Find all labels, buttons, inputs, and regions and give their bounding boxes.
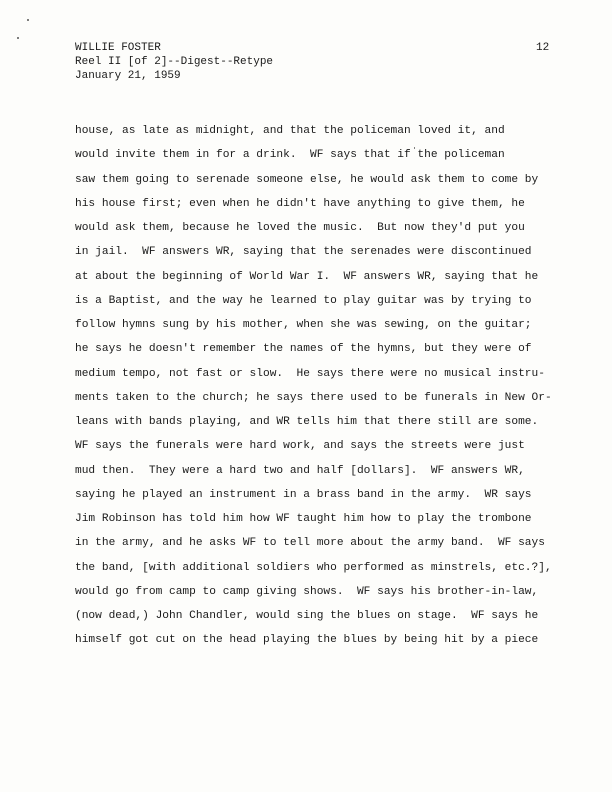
text-line: WF says the funerals were hard work, and says the streets were just	[75, 440, 525, 453]
text-line: would invite them in for a drink. WF says that if the policeman	[75, 149, 505, 162]
text-line: saw them going to serenade someone else, he would ask them to come by	[75, 173, 539, 186]
body-text	[75, 124, 575, 658]
document-header	[75, 41, 273, 83]
header-reel-info: Reel II [of 2]--Digest--Retype	[75, 56, 274, 68]
text-line: at about the beginning of World War I. WF answers WR, saying that he	[75, 270, 539, 283]
text-line: Jim Robinson has told him how WF taught him how to play the trombone	[75, 513, 532, 525]
page-number: 12	[536, 42, 550, 54]
scan-speck	[17, 37, 19, 39]
text-line: house, as late as midnight, and that the policeman loved it, and	[75, 125, 505, 137]
text-line: ments taken to the church; he says there used to be funerals in New Or-	[75, 391, 552, 404]
text-line: follow hymns sung by his mother, when she was sewing, on the guitar;	[75, 319, 532, 331]
text-line: (now dead,) John Chandler, would sing the blues on stage. WF says he	[75, 610, 539, 622]
text-line: would ask them, because he loved the music. But now they'd put you	[75, 222, 525, 234]
text-line: he says he doesn't remember the names of the hymns, but they were of	[75, 343, 532, 356]
text-line: is a Baptist, and the way he learned to play guitar was by trying to	[75, 294, 532, 307]
text-line: himself got cut on the head playing the blues by being hit by a piece	[75, 634, 539, 647]
text-line: would go from camp to camp giving shows. WF says his brother-in-law,	[75, 585, 539, 598]
header-date: January 21, 1959	[75, 70, 181, 82]
text-line: the band, [with additional soldiers who performed as minstrels, etc.?],	[75, 561, 552, 574]
text-line: saying he played an instrument in a brass band in the army. WR says	[75, 488, 532, 501]
text-line: mud then. They were a hard two and half [dollars]. WF answers WR,	[75, 464, 525, 477]
text-line: leans with bands playing, and WR tells him that there still are some.	[75, 416, 539, 428]
text-line: in the army, and he asks WF to tell more about the army band. WF says	[75, 537, 545, 550]
header-title: WILLIE FOSTER	[75, 42, 161, 54]
scan-speck	[27, 19, 29, 21]
text-line: medium tempo, not fast or slow. He says there were no musical instru-	[75, 367, 545, 380]
text-line: his house first; even when he didn't have anything to give them, he	[75, 197, 525, 210]
text-line: in jail. WF answers WR, saying that the serenades were discontinued	[75, 246, 532, 259]
